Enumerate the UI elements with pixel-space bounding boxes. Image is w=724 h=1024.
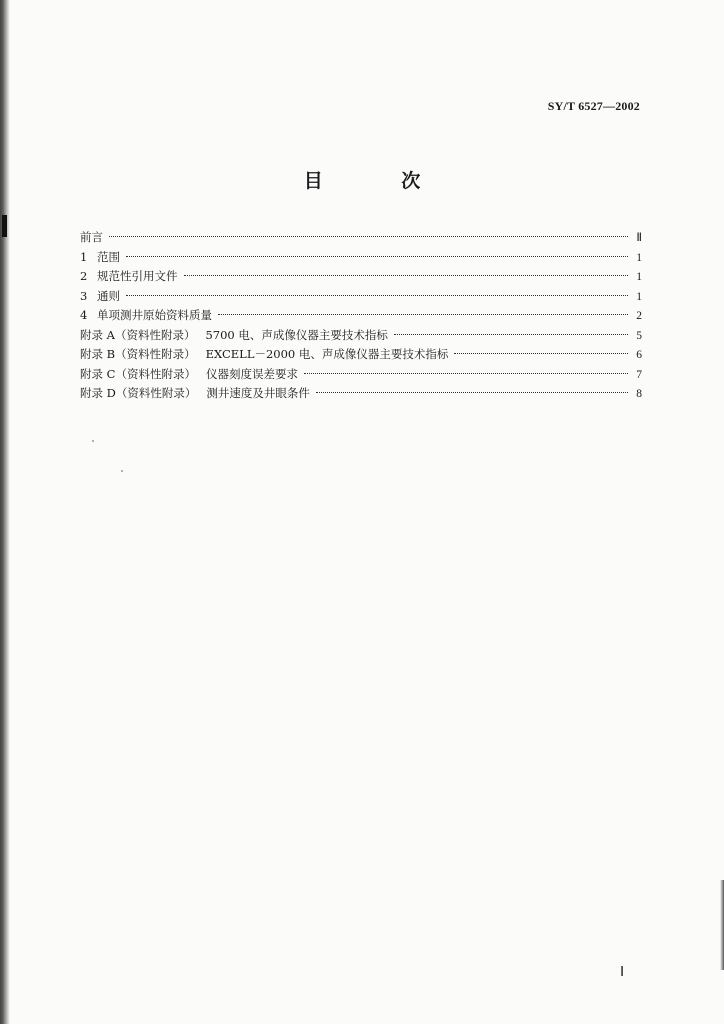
toc-entry-number: 4 — [80, 308, 88, 322]
toc-entry-label: EXCELL－2000 电、声成像仪器主要技术指标 — [205, 347, 449, 361]
toc-dot-leader — [109, 236, 628, 237]
toc-entry-appendix-b[interactable] — [80, 345, 642, 365]
table-of-contents — [80, 228, 642, 404]
toc-entry-appendix-prefix: 附录 D（资料性附录） — [80, 386, 197, 400]
toc-dot-leader — [184, 275, 629, 276]
toc-entry-label: 通则 — [97, 288, 120, 303]
toc-entry-appendix-d[interactable] — [80, 384, 642, 404]
toc-title: 目 次 — [303, 170, 457, 192]
toc-entry-page: 7 — [636, 368, 642, 381]
toc-entry-number: 1 — [80, 249, 88, 264]
toc-entry-appendix-prefix: 附录 A（资料性附录） — [80, 327, 196, 342]
toc-entry-normative-references[interactable] — [80, 267, 642, 287]
toc-dot-leader — [394, 334, 628, 335]
toc-entry-page: 1 — [636, 290, 642, 303]
toc-dot-leader — [218, 314, 628, 315]
toc-entry-appendix-c[interactable] — [80, 365, 642, 385]
toc-entry-page: 6 — [636, 349, 642, 361]
scan-speck — [92, 440, 94, 442]
toc-entry-number: 2 — [80, 269, 88, 283]
toc-entry-label: 单项测井原始资料质量 — [97, 308, 212, 322]
toc-entry-appendix-a[interactable] — [80, 326, 642, 346]
page-number: Ⅰ — [620, 965, 625, 980]
toc-entry-page: 1 — [636, 271, 642, 283]
toc-entry-log-data-quality[interactable] — [80, 306, 642, 326]
toc-entry-number: 3 — [80, 288, 88, 303]
toc-entry-label: 仪器刻度误差要求 — [205, 366, 298, 381]
scan-speck — [121, 470, 123, 472]
toc-dot-leader — [304, 373, 628, 374]
toc-entry-appendix-prefix: 附录 B（资料性附录） — [80, 347, 196, 361]
scan-edge-mark — [2, 215, 7, 237]
toc-entry-label: 范围 — [97, 249, 120, 264]
toc-entry-page: 1 — [636, 251, 642, 264]
toc-entry-label: 前言 — [80, 230, 103, 244]
toc-dot-leader — [126, 256, 628, 257]
toc-dot-leader — [454, 353, 628, 354]
toc-entry-page: 2 — [636, 310, 642, 322]
scan-binding-edge — [0, 0, 10, 1024]
toc-entry-page: Ⅱ — [636, 232, 642, 244]
toc-dot-leader — [316, 392, 628, 393]
standard-code: SY/T 6527—2002 — [547, 99, 640, 113]
toc-entry-general-rules[interactable] — [80, 287, 642, 307]
toc-dot-leader — [126, 295, 628, 296]
toc-entry-scope[interactable] — [80, 248, 642, 268]
toc-entry-label: 规范性引用文件 — [97, 269, 178, 283]
toc-entry-foreword[interactable] — [80, 228, 642, 248]
toc-entry-label: 测井速度及井眼条件 — [206, 386, 310, 400]
scan-right-edge — [720, 880, 724, 970]
toc-entry-appendix-prefix: 附录 C（资料性附录） — [80, 366, 196, 381]
toc-entry-page: 5 — [636, 329, 642, 342]
toc-entry-label: 5700 电、声成像仪器主要技术指标 — [205, 327, 388, 342]
toc-entry-page: 8 — [636, 388, 642, 400]
